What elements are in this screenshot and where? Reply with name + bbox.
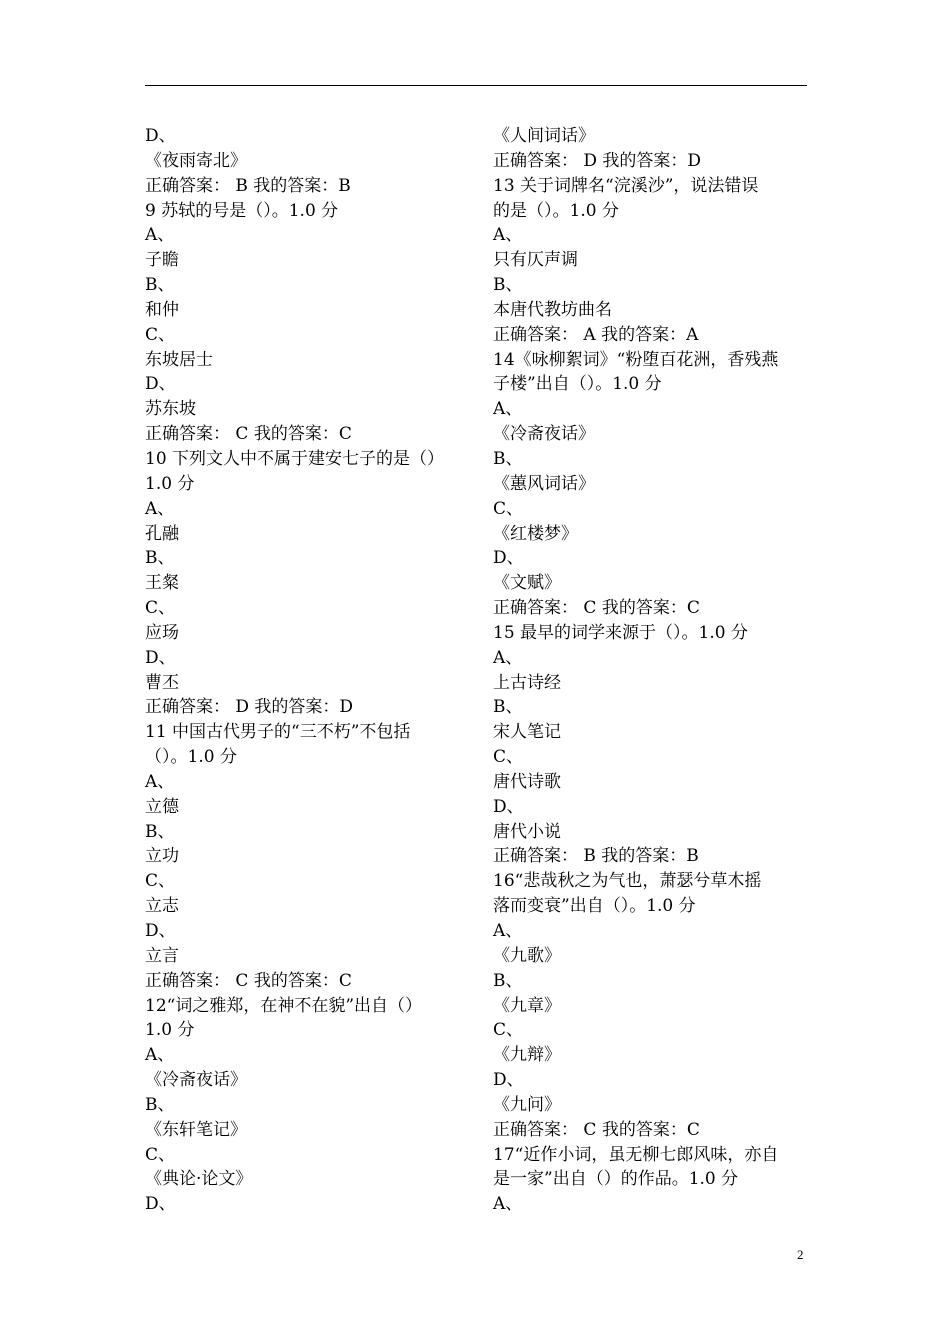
left-column — [145, 124, 463, 1217]
text-line: 立功 — [145, 846, 179, 867]
text-line: 《典论·论文》 — [145, 1169, 253, 1190]
text-line: 上古诗经 — [493, 672, 561, 693]
text-line: B、 — [493, 275, 523, 296]
text-line: 《九辩》 — [493, 1045, 561, 1066]
text-line: 和仲 — [145, 299, 179, 320]
text-line: 《东轩笔记》 — [145, 1119, 247, 1140]
text-line: 16“悲哉秋之为气也，萧瑟兮草木摇 — [493, 871, 762, 892]
text-line: 《九问》 — [493, 1094, 561, 1115]
text-line: 15 最早的词学来源于（）。1.0 分 — [493, 622, 748, 643]
text-line: 正确答案： D 我的答案：D — [493, 150, 702, 171]
text-line: 《冷斋夜话》 — [493, 424, 595, 445]
text-line: 孔融 — [145, 523, 179, 544]
text-line: 应玚 — [145, 622, 179, 643]
text-line: 正确答案： B 我的答案：B — [145, 175, 351, 196]
text-line: A、 — [493, 1194, 523, 1215]
text-line: 宋人笔记 — [493, 722, 561, 743]
text-line: A、 — [493, 225, 523, 246]
text-line: 本唐代教坊曲名 — [493, 299, 612, 320]
header-rule — [145, 85, 807, 86]
text-line: 立德 — [145, 796, 179, 817]
text-line: C、 — [145, 598, 176, 619]
text-line: D、 — [145, 374, 176, 395]
text-line: C、 — [145, 871, 176, 892]
text-line: 正确答案： D 我的答案：D — [145, 697, 354, 718]
text-line: 《九章》 — [493, 995, 561, 1016]
text-line: 《九歌》 — [493, 945, 561, 966]
text-line: D、 — [145, 126, 176, 146]
text-line: C、 — [145, 1144, 176, 1165]
text-line: B、 — [493, 697, 523, 718]
text-line: 12“词之雅郑，在神不在貌”出自（） — [145, 995, 423, 1016]
text-line: C、 — [493, 498, 524, 519]
text-line: B、 — [145, 548, 175, 569]
text-line: 13 关于词牌名“浣溪沙”，说法错误 — [493, 175, 759, 196]
text-line: B、 — [145, 821, 175, 842]
text-line: 《文赋》 — [493, 573, 561, 594]
text-line: 子瞻 — [145, 250, 179, 271]
text-line: D、 — [145, 1194, 176, 1215]
text-line: 正确答案： B 我的答案：B — [493, 846, 699, 867]
text-line: A、 — [145, 225, 175, 246]
text-line: D、 — [145, 921, 176, 941]
text-line: 立志 — [145, 896, 179, 917]
text-line: 正确答案： A 我的答案：A — [493, 324, 699, 345]
text-line: D、 — [493, 548, 524, 569]
text-line: 的是（）。1.0 分 — [493, 200, 619, 221]
text-line: 曹丕 — [145, 672, 179, 693]
text-line: 正确答案： C 我的答案：C — [493, 598, 700, 619]
right-column — [493, 124, 809, 1217]
text-line: C、 — [493, 1020, 524, 1041]
text-line: 立言 — [145, 945, 179, 966]
text-line: 《人间词话》 — [493, 126, 595, 146]
text-line: 《红楼梦》 — [493, 523, 578, 544]
text-line: 子楼”出自（）。1.0 分 — [493, 374, 662, 395]
text-line: 正确答案： C 我的答案：C — [145, 970, 352, 991]
text-line: 《夜雨寄北》 — [145, 150, 247, 171]
text-line: A、 — [145, 1045, 175, 1066]
text-line: （）。1.0 分 — [145, 747, 237, 768]
text-line: D、 — [493, 796, 524, 817]
text-line: C、 — [493, 747, 524, 768]
text-line: D、 — [493, 1070, 524, 1091]
text-line: 14《咏柳絮词》“粉堕百花洲，香残燕 — [493, 349, 779, 370]
text-line: 1.0 分 — [145, 473, 195, 494]
text-line: 东坡居士 — [145, 349, 213, 370]
text-line: B、 — [493, 970, 523, 991]
text-line: 17“近作小词，虽无柳七郎风味，亦自 — [493, 1144, 779, 1165]
text-line: 1.0 分 — [145, 1020, 195, 1041]
text-line: 是一家”出自（）的作品。1.0 分 — [493, 1169, 739, 1190]
text-line: A、 — [493, 921, 523, 941]
text-line: 只有仄声调 — [493, 250, 578, 271]
text-line: B、 — [493, 448, 523, 469]
text-line: 正确答案： C 我的答案：C — [493, 1119, 700, 1140]
text-line: B、 — [145, 1094, 175, 1115]
text-line: 《冷斋夜话》 — [145, 1070, 247, 1091]
text-line: 11 中国古代男子的“三不朽”不包括 — [145, 722, 411, 743]
text-line: A、 — [145, 498, 175, 519]
text-line: C、 — [145, 324, 176, 345]
text-line: 苏东坡 — [145, 399, 196, 420]
text-line: 10 下列文人中不属于建安七子的是（） — [145, 448, 445, 469]
text-line: 落而变衰”出自（）。1.0 分 — [493, 896, 696, 917]
text-line: 唐代小说 — [493, 821, 561, 842]
text-line: D、 — [145, 647, 176, 668]
text-line: A、 — [493, 399, 523, 420]
text-line: 9 苏轼的号是（）。1.0 分 — [145, 200, 339, 221]
page-number: 2 — [797, 1247, 804, 1262]
text-line: 王粲 — [145, 573, 179, 594]
text-line: A、 — [493, 647, 523, 668]
text-line: B、 — [145, 275, 175, 296]
text-line: A、 — [145, 771, 175, 792]
text-line: 正确答案： C 我的答案：C — [145, 424, 352, 445]
text-line: 《蕙风词话》 — [493, 473, 595, 494]
text-line: 唐代诗歌 — [493, 771, 561, 792]
